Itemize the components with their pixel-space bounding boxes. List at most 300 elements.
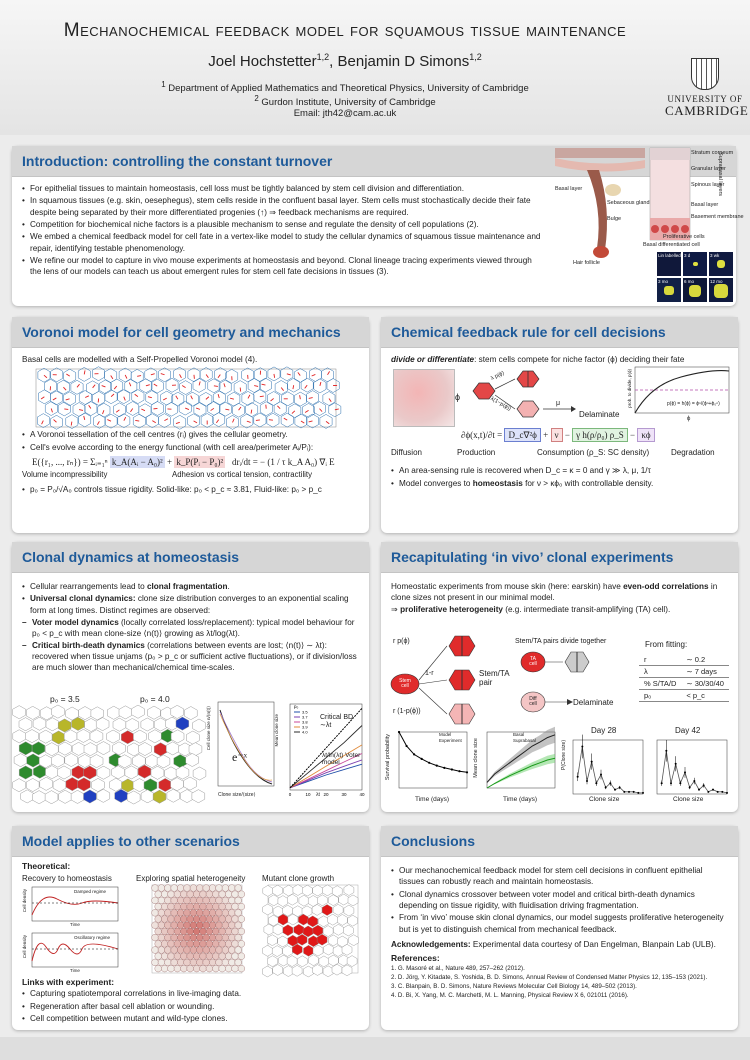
tissue-cell [180, 903, 187, 910]
data-point [413, 753, 415, 755]
tissue-cell [190, 946, 197, 953]
plot-frame [573, 740, 643, 794]
clone-cell [13, 730, 26, 743]
data-point [670, 782, 672, 784]
tissue-cell [152, 946, 159, 953]
recap-para-2 [391, 604, 728, 615]
velocity-arrow [64, 409, 68, 410]
pde-plus: + [543, 430, 549, 441]
clone-cell [72, 742, 85, 755]
plot1-ylabel: Survival probability [385, 734, 391, 781]
clone-cell [192, 790, 205, 803]
voronoi-panel [12, 317, 369, 533]
clone-cell [78, 778, 91, 791]
tissue-cell [168, 903, 175, 910]
tissue-cell [164, 946, 171, 953]
panel-label: 3 wk [710, 253, 720, 258]
clone-cell [40, 707, 53, 720]
pde-production: ν [551, 428, 563, 442]
tissue-cell [187, 903, 194, 910]
critical-label: Critical BD ∼λt [320, 714, 354, 729]
table-row [639, 690, 729, 702]
tissue-cell [222, 884, 229, 891]
model-body [12, 857, 369, 1024]
tissue-cell [206, 891, 213, 898]
tissue-cell [206, 915, 213, 922]
time-label-1: Time [70, 921, 80, 927]
tissue-cell [161, 928, 168, 935]
panel-label: 3 mo [658, 279, 669, 284]
plot3-ylabel: P(Clone size) [561, 740, 567, 771]
lbl-basement: Basement membrane [691, 214, 744, 220]
tissue-cell [203, 909, 210, 916]
tissue-cell [193, 915, 200, 922]
clone-cell [184, 707, 197, 720]
tissue-cell [222, 946, 229, 953]
plot3-xlabel: Clone size [589, 796, 620, 803]
lbl-volume: Volume incompressibility [22, 470, 108, 480]
tissue-cell [225, 940, 232, 947]
clone-cell [132, 705, 145, 718]
lbl-degradation: Degradation [671, 448, 715, 458]
author-1: Joel Hochstetter [208, 53, 317, 70]
tissue-cell [228, 934, 235, 941]
c1-xlabel: Clone size/⟨size⟩ [218, 792, 256, 798]
tissue-cell [180, 891, 187, 898]
chemical-body [381, 348, 738, 489]
recap-pre: Homeostatic experiments from mouse skin (here: earskin) have [391, 582, 624, 591]
eq-area-term: k_A(Aᵢ − A₀)² [111, 456, 163, 467]
tissue-cell [193, 940, 200, 947]
tissue-cell [206, 940, 213, 947]
clone-cell [166, 742, 179, 755]
x-tick-label: 10 [305, 792, 311, 797]
clone-cell [186, 753, 199, 766]
clone-cell [40, 777, 53, 790]
panel-label: 6 mo [684, 279, 695, 284]
panel-label: 3 d [684, 253, 691, 258]
chemical-bullet: • An area-sensing rule is recovered when D_c = κ = 0 and γ ≫ λ, μ, 1/τ [391, 465, 728, 476]
tissue-cell [171, 897, 178, 904]
clone-cell [79, 707, 92, 720]
eq-plus: + [167, 456, 173, 467]
clone-tessellation-rigid [20, 706, 110, 802]
data-point [595, 782, 597, 784]
clone-cell [45, 743, 58, 756]
tissue-cell [174, 891, 181, 898]
clone-cell [141, 790, 154, 803]
stem-label: Stem cell [399, 678, 411, 689]
tissue-cell [152, 922, 159, 929]
clonal-body [12, 573, 369, 674]
tissue-cell [193, 928, 200, 935]
tissue-cell [177, 959, 184, 966]
tissue-cell [209, 909, 216, 916]
tissue-cell [168, 915, 175, 922]
recap-delaminate: Delaminate [573, 698, 614, 707]
stemta-label: Stem/TA pair [479, 669, 510, 687]
tissue-cell [232, 928, 239, 935]
clone-cell [139, 742, 152, 755]
recap2-pre: ⇒ [391, 604, 401, 614]
clone-cell [45, 791, 58, 804]
clone-cell [19, 742, 32, 755]
clone-cell [122, 779, 135, 792]
intro-bullet: • We embed a chemical feedback model for cell fate in a vertex-like model to study the cellular dynamics of squamous tissue maintenance and repair, identifying testable phenomenology. [22, 231, 542, 254]
lbl-stratum: Stratum corneum [691, 150, 734, 156]
clone-cell [165, 767, 178, 780]
recap-bold: even-odd correlations [623, 582, 709, 591]
tissue-cell [238, 940, 245, 947]
tissue-cell [180, 928, 187, 935]
table-cell: ∼ 0.2 [681, 654, 729, 666]
cap-spatial: Exploring spatial heterogeneity [136, 873, 246, 883]
plot1-xlabel: Time (days) [415, 796, 450, 803]
tissue-cell [212, 928, 219, 935]
logo-line2: CAMBRIDGE [665, 103, 749, 118]
recap-diagram [387, 624, 732, 724]
lineage-panel [683, 252, 707, 276]
tissue-cell [180, 953, 187, 960]
clone-cell [52, 705, 65, 718]
clone-cell [151, 766, 164, 779]
cap-mutant: Mutant clone growth [262, 873, 335, 883]
tissue-cell [184, 909, 191, 916]
intro-bullet: • In squamous tissues (e.g. skin, oesephegus), stem cells reside in the confluent basal layer. Stem cells must stochastically decide their fate despite being separated by their more differentiated progenies (↑) ⇒ feedback mechanisms are required. [22, 195, 542, 218]
tissue-cell [158, 946, 165, 953]
data-point [679, 782, 681, 784]
tissue-cell [235, 909, 242, 916]
tissue-cell [206, 903, 213, 910]
data-point [458, 770, 460, 772]
model-bullet: • Capturing spatiotemporal correlations in live-imaging data. [22, 988, 359, 999]
intro-bullet: • We refine our model to capture in vivo mouse experiments at homeostasis and beyond. Clonal lineage tracing experiments viewed through the lens of our models can teach us about emergent rules for stem cell fate decisions in tissues (3). [22, 255, 542, 278]
b2-bold: homeostasis [472, 478, 523, 488]
clone-cell [157, 755, 170, 768]
affiliation-2 [0, 94, 690, 108]
clone-cell [153, 790, 166, 803]
tissue-cell [155, 953, 162, 960]
aff2-text: Gurdon Institute, University of Cambridge [261, 97, 436, 109]
delaminate-label: Delaminate [579, 410, 620, 420]
data-point [609, 782, 611, 784]
data-point [721, 791, 723, 793]
tissue-cell [219, 928, 226, 935]
tissue-cell [203, 897, 210, 904]
data-point [661, 782, 663, 784]
clone-cell [77, 729, 90, 742]
r2-label: r (1-p(ϕ)) [393, 708, 421, 715]
tissue-cell [174, 928, 181, 935]
tissue-cell [164, 909, 171, 916]
data-point [628, 791, 630, 793]
tissue-cell [219, 965, 226, 972]
tissue-cell [200, 965, 207, 972]
s2-bold: Critical birth-death dynamics [32, 640, 145, 650]
clonal-heading: Clonal dynamics at homeostasis [22, 549, 240, 565]
tissue-cell [219, 903, 226, 910]
data-point [707, 791, 709, 793]
day42-plot [651, 736, 729, 802]
tissue-cell [203, 934, 210, 941]
tissue-cell [187, 965, 194, 972]
chemical-panel [381, 317, 738, 533]
velocity-arrow [240, 388, 241, 392]
clone-cell [14, 754, 27, 767]
plot2-ylabel: Mean clone size [473, 738, 479, 778]
tissue-cell [209, 959, 216, 966]
pde [461, 429, 728, 445]
chemical-lead [391, 354, 728, 365]
tissue-cell [158, 909, 165, 916]
clonal-header [12, 542, 369, 573]
clone-cell [66, 778, 79, 791]
tissue-cell [219, 953, 226, 960]
lbl-diff: Basal differentiated cell [643, 242, 700, 248]
tissue-cell [209, 884, 216, 891]
time-label-2: Time [70, 967, 80, 973]
reference-item: 2. D. Jörg, Y. Kitadate, S. Yoshida, B. D. Simons, Annual Review of Condensed Matter Physics 12, 135–153 (2021). [391, 973, 708, 981]
tissue-cell [161, 940, 168, 947]
lbl-sebaceous: Sebaceous gland [607, 200, 650, 206]
tissue-cell [225, 915, 232, 922]
clone-cell [186, 731, 199, 744]
tissue-cell [200, 891, 207, 898]
tissue-cell [180, 940, 187, 947]
pde-diffusion: D_c∇²ϕ [504, 428, 540, 442]
tissue-cell [158, 884, 165, 891]
tissue-cell [161, 915, 168, 922]
clone-cell [171, 730, 184, 743]
conclusions-body [381, 857, 738, 1001]
lineage-panels [657, 252, 733, 304]
poster-header [0, 0, 750, 135]
tissue-cell [155, 965, 162, 972]
clone-cell [148, 706, 161, 719]
plot-frame [657, 740, 727, 794]
tissue-cell [158, 922, 165, 929]
chemical-header [381, 317, 738, 348]
tissue-cell [228, 897, 235, 904]
tissue-cell [190, 922, 197, 929]
tissue-cell [232, 940, 239, 947]
legend-label: 3.7 [302, 714, 308, 720]
tissue-cell [152, 909, 159, 916]
tissue-cell [206, 928, 213, 935]
model-heading: Model applies to other scenarios [22, 833, 240, 849]
clone-cell [46, 766, 59, 779]
data-point [693, 780, 695, 782]
cap-recovery: Recovery to homeostasis [22, 873, 112, 883]
poster-title: Mechanochemical feedback model for squamous tissue maintenance [63, 20, 627, 41]
tissue-cell [158, 959, 165, 966]
chemical-field [393, 369, 455, 427]
voronoi-bullet: • p₀ = P₀/√A₀ controls tissue rigidity. Solid-like: p₀ < p_c ≈ 3.81, Fluid-like: p₀ > p_c [22, 484, 359, 495]
tissue-cell [193, 903, 200, 910]
probability-curve [621, 365, 731, 425]
tissue-cell [225, 953, 232, 960]
mutant-clone-tissue [268, 885, 358, 973]
author-1-affil: 1,2 [316, 52, 330, 62]
tissue-cell [187, 940, 194, 947]
tissue-cell [155, 915, 162, 922]
x-tick-label: 20 [323, 792, 329, 797]
tissue-cell [164, 897, 171, 904]
clone-cell [149, 730, 162, 743]
tissue-cell [174, 915, 181, 922]
p2-label: p₀ = 4.0 [140, 694, 170, 704]
clone-cell [84, 790, 97, 803]
clone-cell [26, 706, 39, 719]
plot2-legend-basal: Basal [513, 732, 525, 737]
damped-label: Damped regime [74, 888, 107, 894]
voronoi-heading: Voronoi model for cell geometry and mechanics [22, 324, 341, 340]
panel-label: 12 mo [710, 279, 723, 284]
clone-cell [189, 743, 202, 756]
data-point [619, 787, 621, 789]
tissue-cell [180, 965, 187, 972]
email: Email: jth42@cam.ac.uk [293, 108, 397, 119]
c1-ylabel: Cell clone size n/⟨n(t)⟩ [206, 706, 211, 751]
clone-cell [72, 766, 85, 779]
lbl-production: Production [457, 448, 496, 458]
tissue-cell [190, 909, 197, 916]
tissue-cell [193, 953, 200, 960]
table-row [639, 666, 729, 678]
clonal-bullet [22, 581, 359, 592]
tissue-cell [225, 903, 232, 910]
tissue-cell [193, 891, 200, 898]
clone-cell [193, 719, 206, 732]
tissue-cell [171, 934, 178, 941]
tissue-cell [190, 934, 197, 941]
references-list [391, 965, 728, 1001]
tissue-cell [212, 940, 219, 947]
mu-label: μ [556, 400, 561, 408]
table-cell: % S/TA/D [639, 678, 681, 690]
data-point [623, 791, 625, 793]
data-point [398, 731, 400, 733]
tissue-cell [200, 928, 207, 935]
tissue-cell [206, 965, 213, 972]
table-cell: ∼ 30/30/40 [681, 678, 729, 690]
recap-panel [381, 542, 738, 812]
clone-cell [53, 779, 66, 792]
voronoi-bullet: • A Voronoi tessellation of the cell centres (rᵢ) gives the cellular geometry. [22, 429, 359, 440]
chemical-heading: Chemical feedback rule for cell decisions [391, 324, 666, 340]
tissue-cell [196, 909, 203, 916]
voronoi-bullets [22, 429, 359, 453]
clone-cell [33, 791, 46, 804]
clonal-figures [20, 694, 365, 806]
diff-label: Diff cell [529, 696, 537, 707]
clone-tessellation-fluid [114, 706, 204, 802]
data-point [684, 771, 686, 773]
tissue-cell [168, 965, 175, 972]
table-row [639, 654, 729, 666]
skin-illustration [555, 148, 744, 304]
voter-regime [22, 617, 359, 640]
data-point [665, 750, 667, 752]
curve-xlabel: ϕ [687, 416, 691, 423]
x-tick-label: 0 [288, 792, 292, 797]
tissue-cell [184, 884, 191, 891]
plot4-title: Day 42 [675, 726, 701, 735]
authors: Joel Hochstetter$^{1,2}$, Benjamin D Simons$^{1,2}$ [208, 52, 482, 70]
tissue-cell [152, 897, 159, 904]
reference-item: 4. D. Bi, X. Yang, M. C. Marchetti, M. L. Manning, Physical Review X 6, 021011 (2016). [391, 991, 629, 999]
data-point [591, 761, 593, 763]
crest-icon [691, 58, 719, 90]
plot2-legend-supra: Suprabasal [513, 738, 536, 743]
tissue-cell [171, 884, 178, 891]
tissue-cell [228, 922, 235, 929]
b1-pre: Cellular rearrangements lead to [30, 582, 147, 591]
legend-label: 3.8 [302, 719, 308, 725]
tissue-cell [184, 946, 191, 953]
pde-eq: = [497, 430, 503, 441]
tissue-cell [209, 934, 216, 941]
clone-cell [133, 730, 146, 743]
eq-left: E({r₁, ..., rₙ}) = Σᵢ₌₁ⁿ [32, 456, 108, 467]
clonal-bullet [22, 593, 359, 616]
chemical-bullet [391, 478, 728, 489]
exp-label: e⁻ˣ [232, 750, 248, 764]
lbl-prolif: Proliferative cells [663, 234, 705, 240]
clone-cell [46, 718, 59, 731]
voter-label: λt/ln(λt) Voter model [322, 752, 361, 767]
lbl-basal: Basal layer [555, 186, 583, 192]
spatial-heterogeneity-tissue [152, 885, 242, 973]
lam-p-label: λ p(ϕ) [490, 370, 506, 383]
energy-equation [32, 456, 359, 468]
tissue-cell [155, 891, 162, 898]
clone-cell [113, 718, 126, 731]
data-point [428, 762, 430, 764]
tissue-cell [196, 959, 203, 966]
tissue-cell [184, 922, 191, 929]
tissue-cell [164, 934, 171, 941]
voronoi-tessellation [36, 369, 336, 427]
clone-cell [97, 742, 110, 755]
clone-cell [26, 778, 39, 791]
tissue-cell [235, 946, 242, 953]
tissue-cell [193, 965, 200, 972]
tissue-cell [235, 884, 242, 891]
reference-item: 3. C. Blanpain, B. D. Simons, Nature Reviews Molecular Cell Biology 14, 489–502 (2013). [391, 982, 637, 990]
tissue-cell [222, 934, 229, 941]
clone-cell [97, 766, 110, 779]
conclusions-heading: Conclusions [391, 833, 476, 849]
tissue-cell [216, 959, 223, 966]
intro-heading: Introduction: controlling the constant turnover [22, 153, 333, 169]
chemical-diagram [391, 365, 728, 429]
recap-header [381, 542, 738, 573]
tissue-cell [228, 909, 235, 916]
tissue-cell [209, 897, 216, 904]
curve-ylabel: prob. to divide, p(ϕ) [627, 369, 632, 409]
tissue-cell [168, 891, 175, 898]
plot2-xlabel: Time (days) [503, 796, 538, 803]
intro-panel [12, 146, 744, 306]
tissue-cell [196, 897, 203, 904]
tissue-cell [222, 909, 229, 916]
eq-perimeter-term: k_P(Pᵢ − P₀)² [176, 456, 224, 467]
recovery-plots [22, 885, 122, 973]
lam-1p-label: λ(1−p(ϕ)) [489, 396, 512, 413]
tissue-cell [203, 922, 210, 929]
pairs-label: Stem/TA pairs divide together [515, 638, 607, 645]
